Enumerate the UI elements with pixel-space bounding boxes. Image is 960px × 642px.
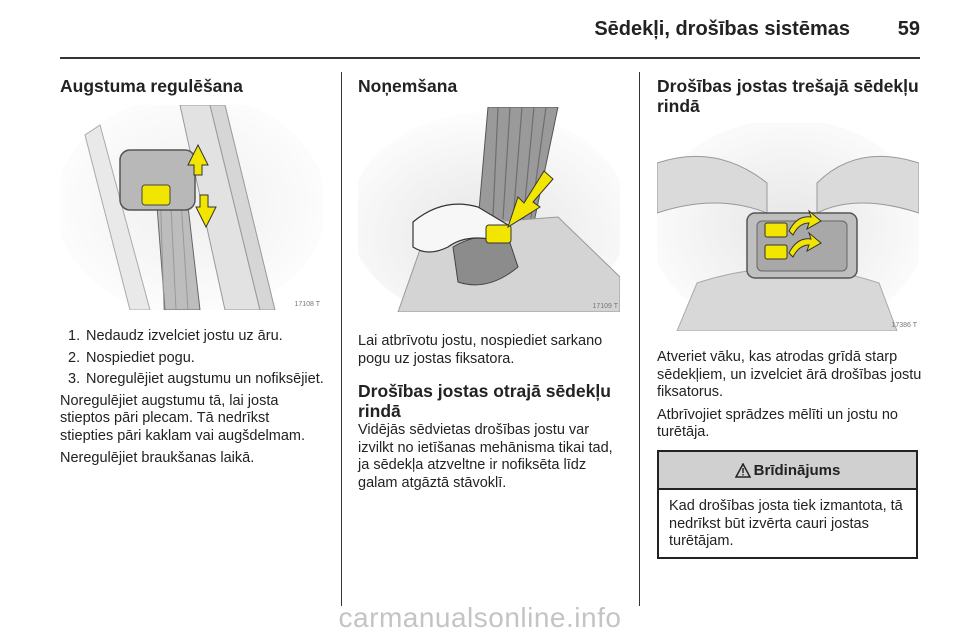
figure-code: 17386 T	[891, 322, 917, 329]
steps-list	[60, 328, 325, 389]
list-item: 3. Noregulējiet augstumu un nofiksējiet.	[68, 371, 324, 387]
column-height-adjustment	[60, 76, 325, 468]
illustration-floor-compartment	[657, 123, 919, 331]
warning-header	[659, 452, 916, 490]
section-heading-removal: Noņemšana	[358, 76, 458, 96]
adjuster-button-highlight	[142, 185, 170, 205]
figure-code: 17108 T	[294, 301, 320, 308]
header-divider	[60, 57, 920, 59]
column-divider-2	[639, 72, 640, 606]
paragraph-release-belt: Lai atbrīvotu jostu, nospiediet sarkano pogu uz jostas fiksatora.	[358, 333, 603, 367]
paragraph-second-row-belts: Vidējās sēdvietas drošības jostu var izvilkt no ietīšanas mehānisma tikai tad, ja sēdekļa atzveltne ir nofiksēta līdz galam atgāztā stāvoklī.	[358, 422, 613, 491]
figure-height-adjustment	[60, 105, 322, 310]
paragraph-do-not-adjust-while-driving: Neregulējiet braukšanas laikā.	[60, 450, 255, 466]
section-heading-third-row-belts: Drošības jostas trešajā sēdekļu rindā	[657, 76, 919, 116]
list-item: 2. Nospiediet pogu.	[68, 349, 195, 366]
figure-removal	[358, 107, 620, 312]
paragraph-height-instructions: Noregulējiet augstumu tā, lai josta stieptos pāri plecam. Tā nedrīkst stiepties pāri kaklam vai augšdelmam.	[60, 392, 305, 444]
figure-third-row	[657, 123, 919, 331]
warning-title: Brīdinājums	[753, 461, 841, 479]
page-number: 59	[897, 18, 920, 40]
illustration-belt-height-adjuster	[60, 105, 322, 310]
list-item: 1. Nedaudz izvelciet jostu uz āru.	[68, 328, 283, 344]
paragraph-open-cover: Atveriet vāku, kas atrodas grīdā starp sēdekļiem, un izvelciet ārā drošības jostu fiksatorus.	[657, 349, 922, 400]
section-heading-height-adjustment: Augstuma regulēšana	[60, 76, 243, 96]
warning-text: Kad drošības josta tiek izmantota, tā nedrīkst būt izvērta cauri jostas turētājam.	[669, 498, 903, 549]
warning-triangle-icon	[735, 463, 751, 478]
figure-code: 17109 T	[592, 303, 618, 310]
illustration-buckle-release	[358, 107, 620, 312]
column-third-row-belts	[657, 76, 922, 442]
column-removal	[358, 76, 626, 492]
warning-box	[657, 450, 918, 559]
column-divider-1	[341, 72, 342, 606]
watermark: carmanualsonline.info	[338, 602, 622, 633]
page-title: Sēdekļi, drošības sistēmas	[594, 18, 850, 40]
section-heading-second-row-belts: Drošības jostas otrajā sēdekļu rindā	[358, 381, 611, 421]
paragraph-release-tongue: Atbrīvojiet sprādzes mēlīti un jostu no turētāja.	[657, 406, 898, 440]
